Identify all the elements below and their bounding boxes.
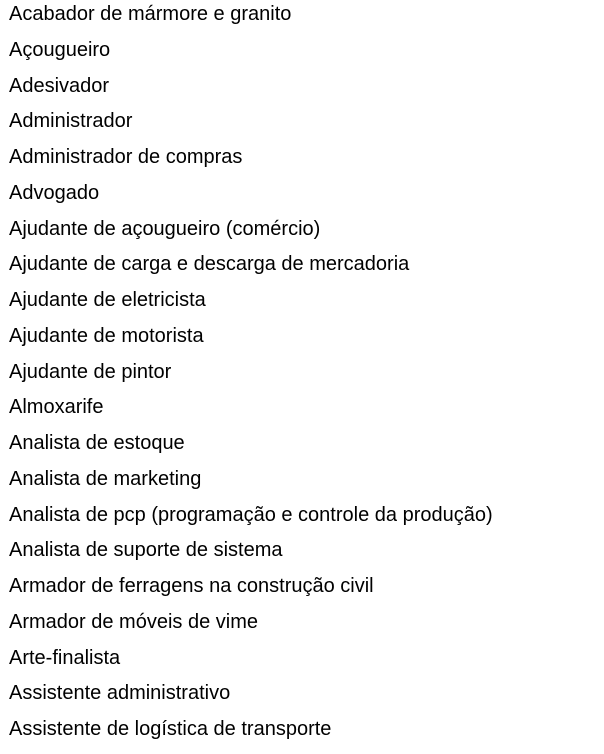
list-item[interactable]: Analista de pcp (programação e controle da produção) xyxy=(9,503,493,526)
list-item[interactable]: Armador de móveis de vime xyxy=(9,610,258,633)
list-item[interactable]: Arte-finalista xyxy=(9,646,121,669)
list-item[interactable]: Ajudante de eletricista xyxy=(9,289,206,311)
list-item[interactable]: Ajudante de motorista xyxy=(9,324,204,347)
list-item[interactable]: Almoxarife xyxy=(9,396,104,419)
list-item[interactable]: Armador de ferragens na construção civil xyxy=(9,575,374,597)
list-item[interactable]: Advogado xyxy=(9,181,100,204)
list-item[interactable]: Ajudante de pintor xyxy=(9,360,172,383)
list-item[interactable]: Assistente administrativo xyxy=(9,682,231,705)
list-item[interactable]: Ajudante de carga e descarga de mercadoria xyxy=(9,253,410,276)
list-item[interactable]: Ajudante de açougueiro (comércio) xyxy=(9,217,321,240)
list-item[interactable]: Acabador de mármore e granito xyxy=(9,3,292,25)
list-item[interactable]: Analista de suporte de sistema xyxy=(9,539,283,562)
list-item[interactable]: Analista de marketing xyxy=(9,467,202,490)
list-item[interactable]: Adesivador xyxy=(9,74,110,97)
list-item[interactable]: Açougueiro xyxy=(9,38,111,61)
list-item[interactable]: Administrador xyxy=(9,110,133,133)
list-item[interactable]: Assistente de logística de transporte xyxy=(9,718,332,740)
list-item[interactable]: Administrador de compras xyxy=(9,146,243,168)
list-item[interactable]: Analista de estoque xyxy=(9,432,185,454)
